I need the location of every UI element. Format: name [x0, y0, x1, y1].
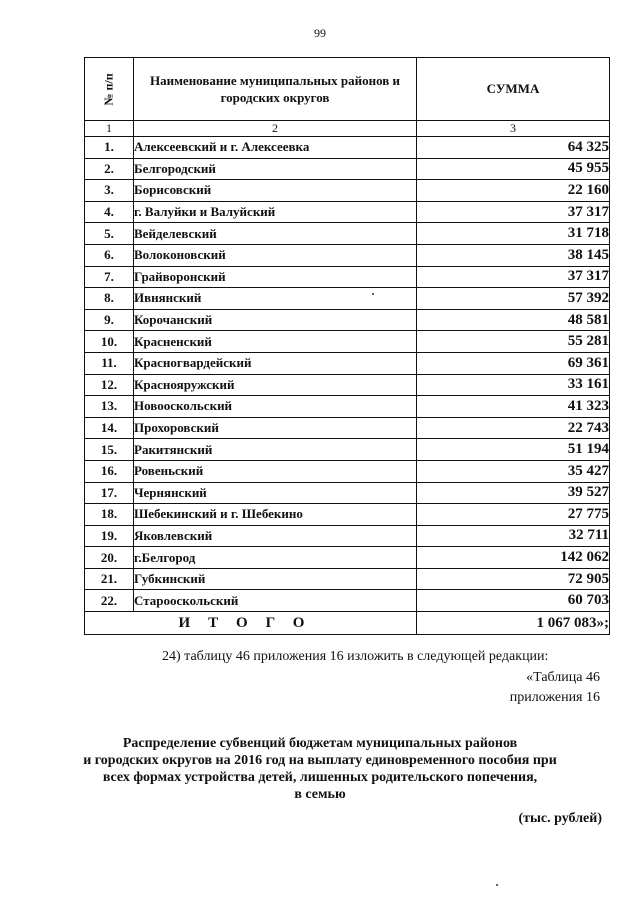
table-row	[85, 331, 610, 353]
amount: 38 145	[417, 244, 610, 266]
district-name: Корочанский	[134, 309, 417, 331]
table-row	[85, 439, 610, 461]
document-title	[60, 735, 580, 803]
amount: 72 905	[417, 568, 610, 590]
amount: 31 718	[417, 223, 610, 245]
scan-speck	[372, 293, 374, 295]
row-number: 17.	[85, 482, 134, 504]
table-row	[85, 482, 610, 504]
table-row	[85, 309, 610, 331]
table-row	[85, 568, 610, 590]
table-reference-line: «Таблица 46	[526, 670, 600, 685]
subsidies-table	[84, 57, 610, 635]
amount: 64 325	[417, 137, 610, 159]
amount: 27 775	[417, 504, 610, 526]
district-name: Яковлевский	[134, 525, 417, 547]
total-row	[85, 612, 610, 635]
row-number: 21.	[85, 568, 134, 590]
table-header-row	[85, 58, 610, 121]
table-row	[85, 180, 610, 202]
row-number: 14.	[85, 417, 134, 439]
row-number: 9.	[85, 309, 134, 331]
row-number: 8.	[85, 288, 134, 310]
amount: 51 194	[417, 439, 610, 461]
district-name: Ивнянский	[134, 288, 417, 310]
row-number: 3.	[85, 180, 134, 202]
row-number: 16.	[85, 460, 134, 482]
district-name: Алексеевский и г. Алексеевка	[134, 137, 417, 159]
table-row	[85, 266, 610, 288]
row-number: 20.	[85, 547, 134, 569]
district-name: Старооскольский	[134, 590, 417, 612]
title-line: и городских округов на 2016 год на выплату единовременного пособия при	[83, 753, 557, 768]
district-name: г.Белгород	[134, 547, 417, 569]
row-number: 5.	[85, 223, 134, 245]
row-number: 11.	[85, 352, 134, 374]
page-number: 99	[314, 26, 326, 40]
column-number: 1	[85, 121, 134, 137]
district-name: Красногвардейский	[134, 352, 417, 374]
amount: 22 160	[417, 180, 610, 202]
table-row	[85, 374, 610, 396]
table-body	[85, 137, 610, 612]
table-row	[85, 158, 610, 180]
column-numbers-row	[85, 121, 610, 137]
table-reference-line: приложения 16	[509, 690, 600, 705]
table-row	[85, 417, 610, 439]
amount: 48 581	[417, 309, 610, 331]
row-number: 2.	[85, 158, 134, 180]
district-name: Ракитянский	[134, 439, 417, 461]
table-row	[85, 460, 610, 482]
total-sum: 1 067 083»;	[417, 612, 610, 635]
district-name: г. Валуйки и Валуйский	[134, 201, 417, 223]
district-name: Новооскольский	[134, 396, 417, 418]
row-number: 10.	[85, 331, 134, 353]
header-sum: СУММА	[417, 58, 610, 121]
amount: 33 161	[417, 374, 610, 396]
district-name: Чернянский	[134, 482, 417, 504]
district-name: Борисовский	[134, 180, 417, 202]
table-row	[85, 547, 610, 569]
row-number: 4.	[85, 201, 134, 223]
row-number: 6.	[85, 244, 134, 266]
district-name: Грайворонский	[134, 266, 417, 288]
title-line: в семью	[294, 787, 346, 802]
table-row	[85, 201, 610, 223]
district-name: Вейделевский	[134, 223, 417, 245]
district-name: Краснояружский	[134, 374, 417, 396]
district-name: Красненский	[134, 331, 417, 353]
total-label: ИТОГО	[85, 612, 417, 635]
amount: 55 281	[417, 331, 610, 353]
amount: 45 955	[417, 158, 610, 180]
title-line: Распределение субвенций бюджетам муниципальных районов	[122, 736, 518, 751]
amount: 37 317	[417, 266, 610, 288]
district-name: Прохоровский	[134, 417, 417, 439]
row-number: 12.	[85, 374, 134, 396]
scan-speck	[496, 884, 498, 886]
column-number: 3	[417, 121, 610, 137]
amount: 35 427	[417, 460, 610, 482]
header-name: Наименование муниципальных районов и городских округов	[134, 58, 417, 121]
table-row	[85, 396, 610, 418]
amount: 39 527	[417, 482, 610, 504]
amount: 142 062	[417, 547, 610, 569]
row-number: 18.	[85, 504, 134, 526]
table-row	[85, 525, 610, 547]
table-row	[85, 590, 610, 612]
district-name: Белгородский	[134, 158, 417, 180]
row-number: 22.	[85, 590, 134, 612]
table-reference	[440, 668, 600, 708]
title-line: всех формах устройства детей, лишенных родительского попечения,	[102, 770, 538, 785]
units-label: (тыс. рублей)	[518, 811, 602, 826]
table-row	[85, 504, 610, 526]
table-row	[85, 223, 610, 245]
amount: 32 711	[417, 525, 610, 547]
amendment-instruction: 24) таблицу 46 приложения 16 изложить в следующей редакции:	[162, 649, 549, 664]
district-name: Шебекинский и г. Шебекино	[134, 504, 417, 526]
table-row	[85, 288, 610, 310]
row-number: 7.	[85, 266, 134, 288]
table-row	[85, 352, 610, 374]
amount: 60 703	[417, 590, 610, 612]
amount: 41 323	[417, 396, 610, 418]
amount: 69 361	[417, 352, 610, 374]
amount: 22 743	[417, 417, 610, 439]
row-number: 13.	[85, 396, 134, 418]
column-number: 2	[134, 121, 417, 137]
district-name: Волоконовский	[134, 244, 417, 266]
table-row	[85, 244, 610, 266]
row-number: 15.	[85, 439, 134, 461]
row-number: 1.	[85, 137, 134, 159]
header-num	[85, 58, 134, 121]
amount: 57 392	[417, 288, 610, 310]
header-num-label: № п/п	[101, 73, 116, 106]
district-name: Губкинский	[134, 568, 417, 590]
district-name: Ровеньский	[134, 460, 417, 482]
table-row	[85, 137, 610, 159]
amount: 37 317	[417, 201, 610, 223]
row-number: 19.	[85, 525, 134, 547]
